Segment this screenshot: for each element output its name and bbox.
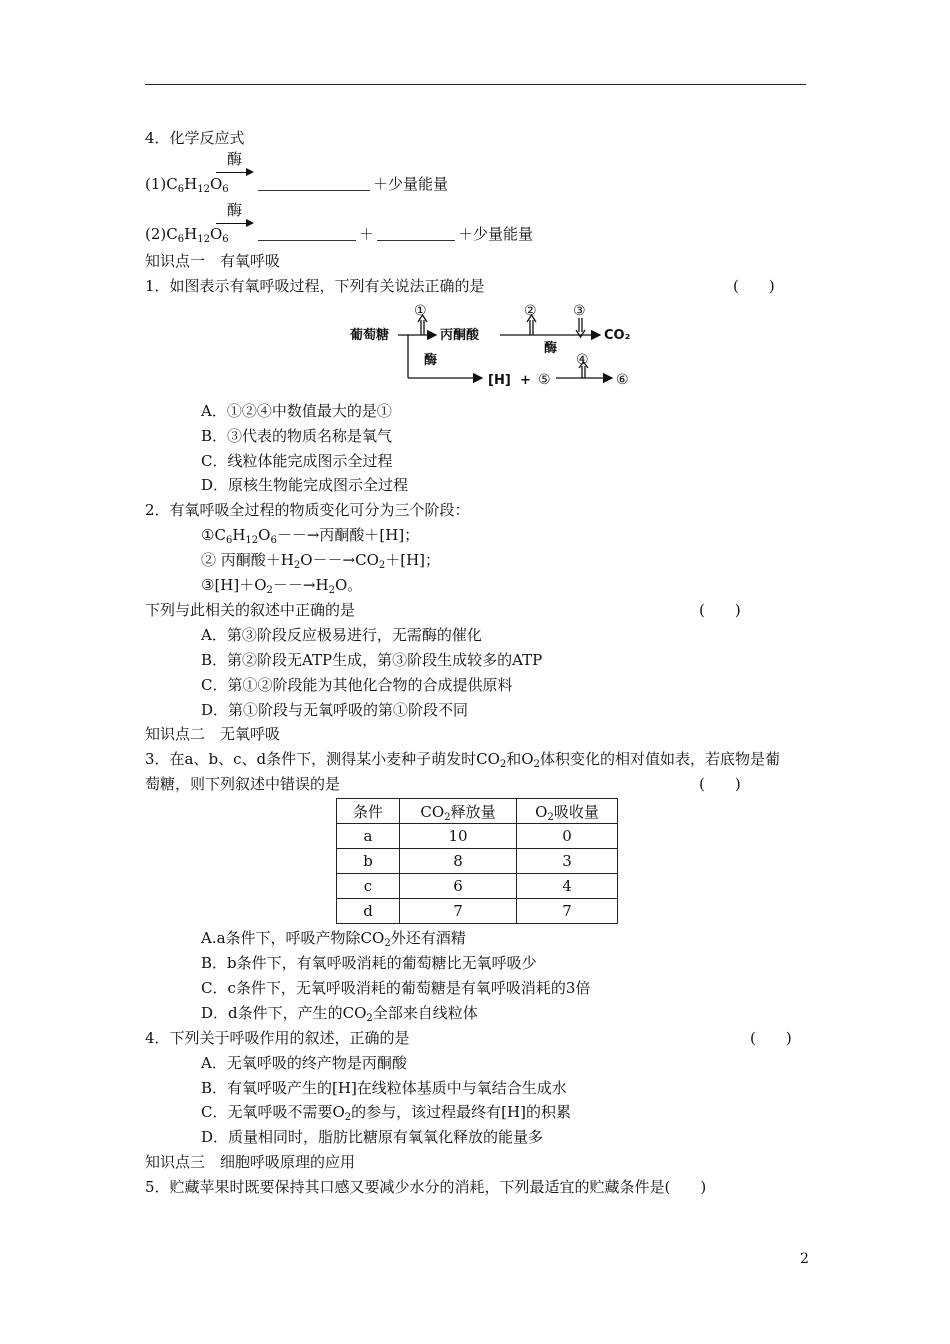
- table-header-row: [337, 799, 618, 824]
- q2-stem: 2．有氧呼吸全过程的物质变化可分为三个阶段：: [145, 501, 470, 519]
- q3-option-c[interactable]: C．c条件下，无氧呼吸消耗的葡萄糖是有氧呼吸消耗的3倍: [201, 979, 591, 997]
- q3-stem-line2: 萄糖，则下列叙述中错误的是: [145, 775, 341, 793]
- table-cell: 3: [517, 849, 618, 874]
- q4-stem: 4．下列关于呼吸作用的叙述，正确的是: [145, 1029, 410, 1047]
- kp1-heading: 知识点一 有氧呼吸: [145, 252, 281, 270]
- q4-option-d[interactable]: D．质量相同时，脂肪比糖原有氧氧化释放的能量多: [201, 1128, 544, 1146]
- table-cell: 7: [400, 899, 517, 924]
- header-cell: $CO_2$释放量: [400, 799, 517, 824]
- marker-4: ④: [576, 352, 589, 368]
- q4-option-b[interactable]: B．有氧呼吸产生的[H]在线粒体基质中与氧结合生成水: [201, 1079, 567, 1097]
- table-row: [337, 824, 618, 849]
- table-row: [337, 849, 618, 874]
- marker-2: ②: [524, 303, 537, 319]
- respiration-diagram: [340, 298, 650, 390]
- q1-paren: ( ): [733, 277, 775, 295]
- table-row: [337, 874, 618, 899]
- table-cell: c: [337, 874, 400, 899]
- header-cell: 条件: [337, 799, 400, 824]
- kp2-heading: 知识点二 无氧呼吸: [145, 725, 281, 743]
- blank-2[interactable]: [258, 226, 356, 241]
- table-cell: b: [337, 849, 400, 874]
- q2-stage-1: $①C_6H_{12}O_6--\to$丙酮酸＋[H]；: [201, 526, 420, 546]
- q1-option-b[interactable]: B．③代表的物质名称是氧气: [201, 427, 393, 445]
- reaction-arrow: [216, 172, 248, 173]
- enzyme-label-2: 酶: [544, 341, 558, 356]
- data-table: [336, 798, 618, 924]
- marker-6: ⑥: [616, 372, 629, 388]
- q2-lead: 下列与此相关的叙述中正确的是: [145, 601, 356, 619]
- q2-option-c[interactable]: C．第①②阶段能为其他化合物的合成提供原料: [201, 676, 513, 694]
- q1-option-a[interactable]: A．①②④中数值最大的是①: [201, 402, 392, 420]
- q3-option-b[interactable]: B．b条件下，有氧呼吸消耗的葡萄糖比无氧呼吸少: [201, 954, 537, 972]
- equation-2: $(2)C_6H_{12}O_6$: [145, 225, 229, 245]
- q1-option-d[interactable]: D．原核生物能完成图示全过程: [201, 476, 409, 494]
- table-cell: 8: [400, 849, 517, 874]
- reaction-arrowhead: [246, 168, 254, 176]
- reaction-arrowhead: [246, 219, 254, 227]
- marker-5: ⑤: [538, 372, 551, 388]
- table-cell: d: [337, 899, 400, 924]
- equation-1: $(1)C_6H_{12}O_6$: [145, 175, 229, 195]
- plus-label: +: [520, 373, 531, 388]
- table-cell: a: [337, 824, 400, 849]
- marker-1: ①: [414, 303, 427, 319]
- pyruvate-label: 丙酮酸: [440, 328, 480, 343]
- q4-paren: ( ): [750, 1029, 792, 1047]
- q3-stem: 3．在a、b、c、d条件下，测得某小麦种子萌发时$CO_2$和$O_2$体积变化的相对值如表，若底物是葡: [145, 750, 780, 770]
- blank-1[interactable]: [258, 176, 370, 191]
- table-cell: 6: [400, 874, 517, 899]
- marker-3: ③: [573, 303, 586, 319]
- equation-1-tail: ＋少量能量: [373, 175, 449, 193]
- section-heading: 4．化学反应式: [145, 129, 245, 147]
- co2-label: CO₂: [604, 328, 631, 343]
- table-cell: 7: [517, 899, 618, 924]
- blank-3[interactable]: [377, 226, 455, 241]
- q2-option-a[interactable]: A．第③阶段反应极易进行，无需酶的催化: [201, 626, 482, 644]
- table-cell: 10: [400, 824, 517, 849]
- h-label: [H]: [488, 373, 511, 388]
- kp3-heading: 知识点三 细胞呼吸原理的应用: [145, 1153, 356, 1171]
- q3-option-a[interactable]: A.a条件下，呼吸产物除$CO_2$外还有酒精: [201, 929, 466, 949]
- equation-2-tail: ＋少量能量: [458, 225, 534, 243]
- q1-stem: 1．如图表示有氧呼吸过程，下列有关说法正确的是: [145, 277, 485, 295]
- q2-stage-3: $③[H]+O_2--\to H_2O$。: [201, 576, 363, 596]
- q2-paren: ( ): [699, 601, 741, 619]
- enzyme-label-1: 酶: [424, 353, 438, 368]
- table-cell: 4: [517, 874, 618, 899]
- q4-option-a[interactable]: A．无氧呼吸的终产物是丙酮酸: [201, 1054, 407, 1072]
- q2-stage-2: ② 丙酮酸$+H_2O--\to CO_2+[H]$；: [201, 551, 441, 571]
- enzyme-label: 酶: [227, 201, 243, 219]
- header-rule: [145, 84, 806, 85]
- glucose-label: 葡萄糖: [350, 328, 390, 343]
- header-cell: $O_2$吸收量: [517, 799, 618, 824]
- table-cell: 0: [517, 824, 618, 849]
- enzyme-label: 酶: [227, 150, 243, 168]
- page-number: 2: [800, 1251, 809, 1267]
- table-row: [337, 899, 618, 924]
- q4-option-c[interactable]: C．无氧呼吸不需要$O_2$的参与，该过程最终有[H]的积累: [201, 1103, 571, 1123]
- q5-stem: 5．贮藏苹果时既要保持其口感又要减少水分的消耗，下列最适宜的贮藏条件是( ): [145, 1178, 707, 1196]
- q3-option-d[interactable]: D．d条件下，产生的$CO_2$全部来自线粒体: [201, 1004, 478, 1024]
- q2-option-d[interactable]: D．第①阶段与无氧呼吸的第①阶段不同: [201, 701, 469, 719]
- q2-option-b[interactable]: B．第②阶段无ATP生成，第③阶段生成较多的ATP: [201, 651, 543, 669]
- q1-option-c[interactable]: C．线粒体能完成图示全过程: [201, 452, 393, 470]
- equation-2-plus: ＋: [359, 225, 375, 243]
- q3-paren: ( ): [699, 775, 741, 793]
